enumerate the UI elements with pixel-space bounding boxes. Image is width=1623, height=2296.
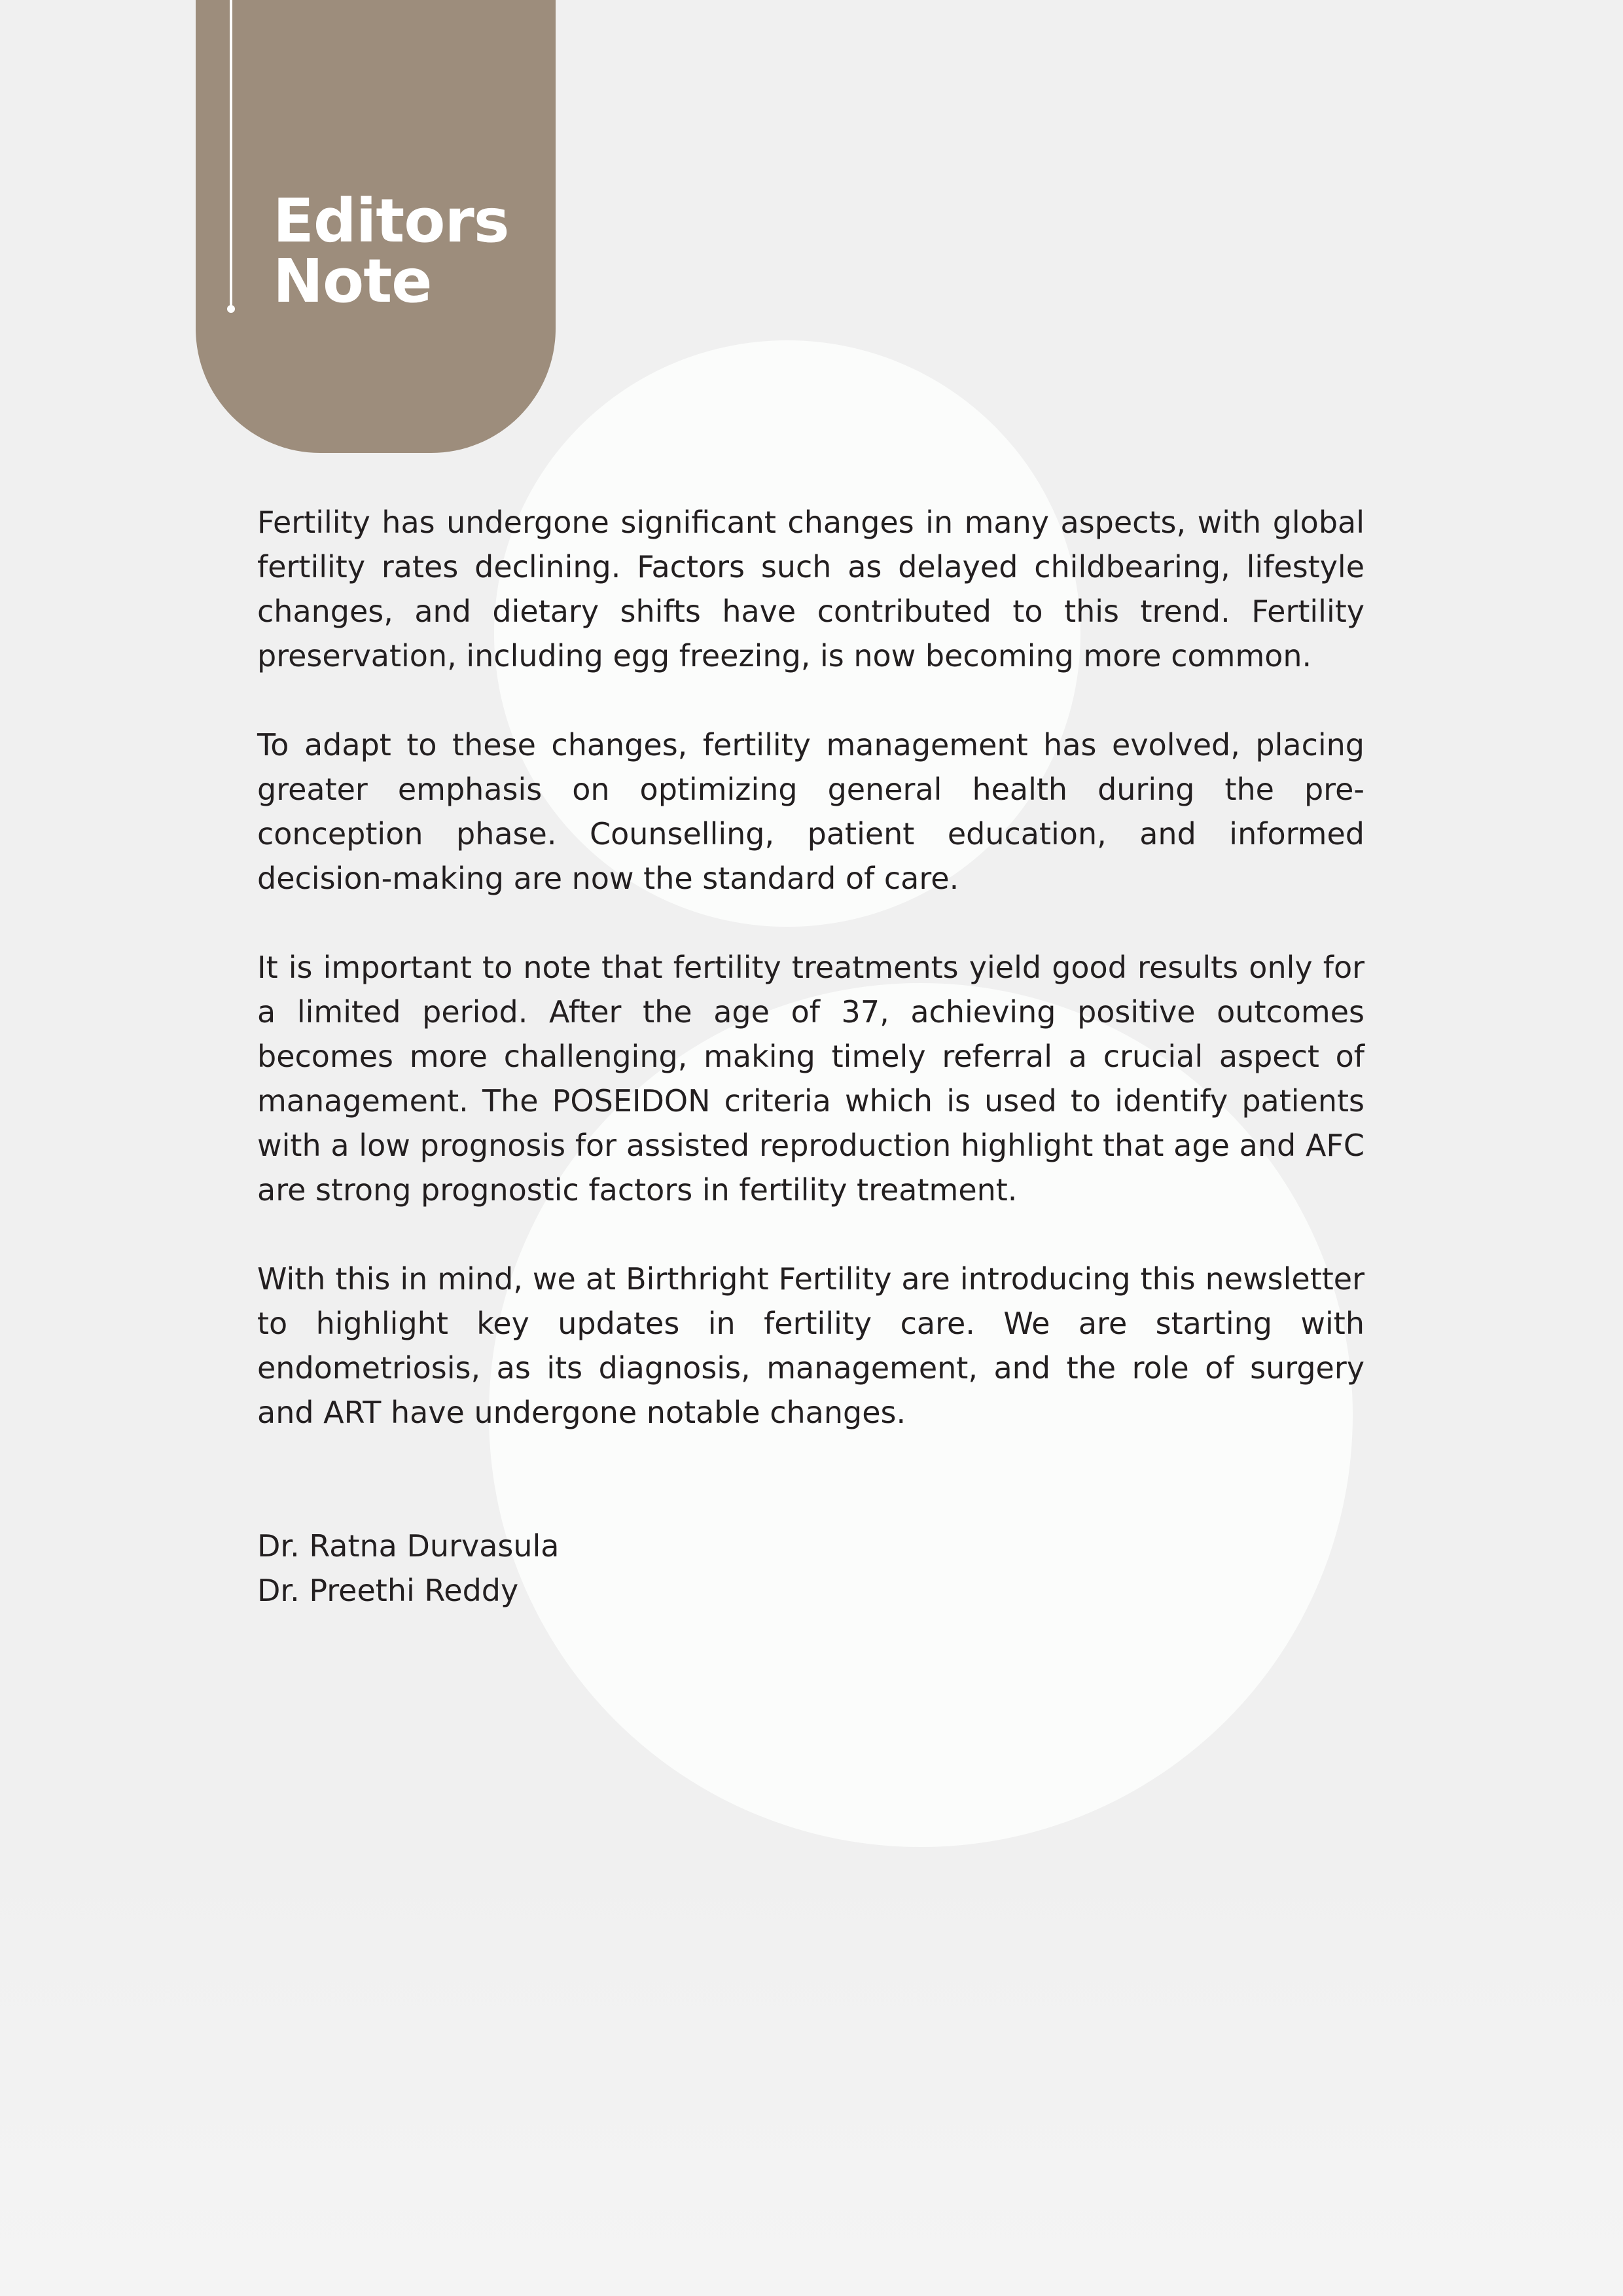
page-title-line2: Note — [273, 246, 432, 316]
decorative-dot — [227, 305, 235, 313]
signature-name: Dr. Ratna Durvasula — [257, 1528, 560, 1564]
header-tab — [196, 0, 556, 453]
signatures — [257, 1524, 1364, 1613]
paragraph: It is important to note that fertility treatments yield good results only for a limited period. After the age of 37, achieving positive outcomes becomes more challenging, making timely referral a crucial aspect of management. The POSEIDON criteria which is used to identify patients with a low prognosis for assisted reproduction highlight that age and AFC are strong prognostic factors in fertility treatment. — [257, 950, 1364, 1208]
decorative-line — [230, 0, 232, 309]
page-title — [273, 186, 509, 316]
page-title-line1: Editors — [273, 186, 509, 256]
paragraph: With this in mind, we at Birthright Fertility are introducing this newsletter to highlight key updates in fertility care. We are starting with endometriosis, as its diagnosis, management, and the role of surgery and ART have undergone notable changes. — [257, 1261, 1364, 1430]
editors-note-body — [257, 500, 1364, 1613]
paragraph: Fertility has undergone significant changes in many aspects, with global fertility rates declining. Factors such as delayed childbearing, lifestyle changes, and dietary shifts have contributed to this trend. Fertility preservation, including egg freezing, is now becoming more common. — [257, 505, 1364, 673]
paragraph: To adapt to these changes, fertility management has evolved, placing greater emphasis on optimizing general health during the pre-conception phase. Counselling, patient education, and informed decision-making are now the standard of care. — [257, 727, 1364, 896]
signature-name: Dr. Preethi Reddy — [257, 1573, 519, 1608]
